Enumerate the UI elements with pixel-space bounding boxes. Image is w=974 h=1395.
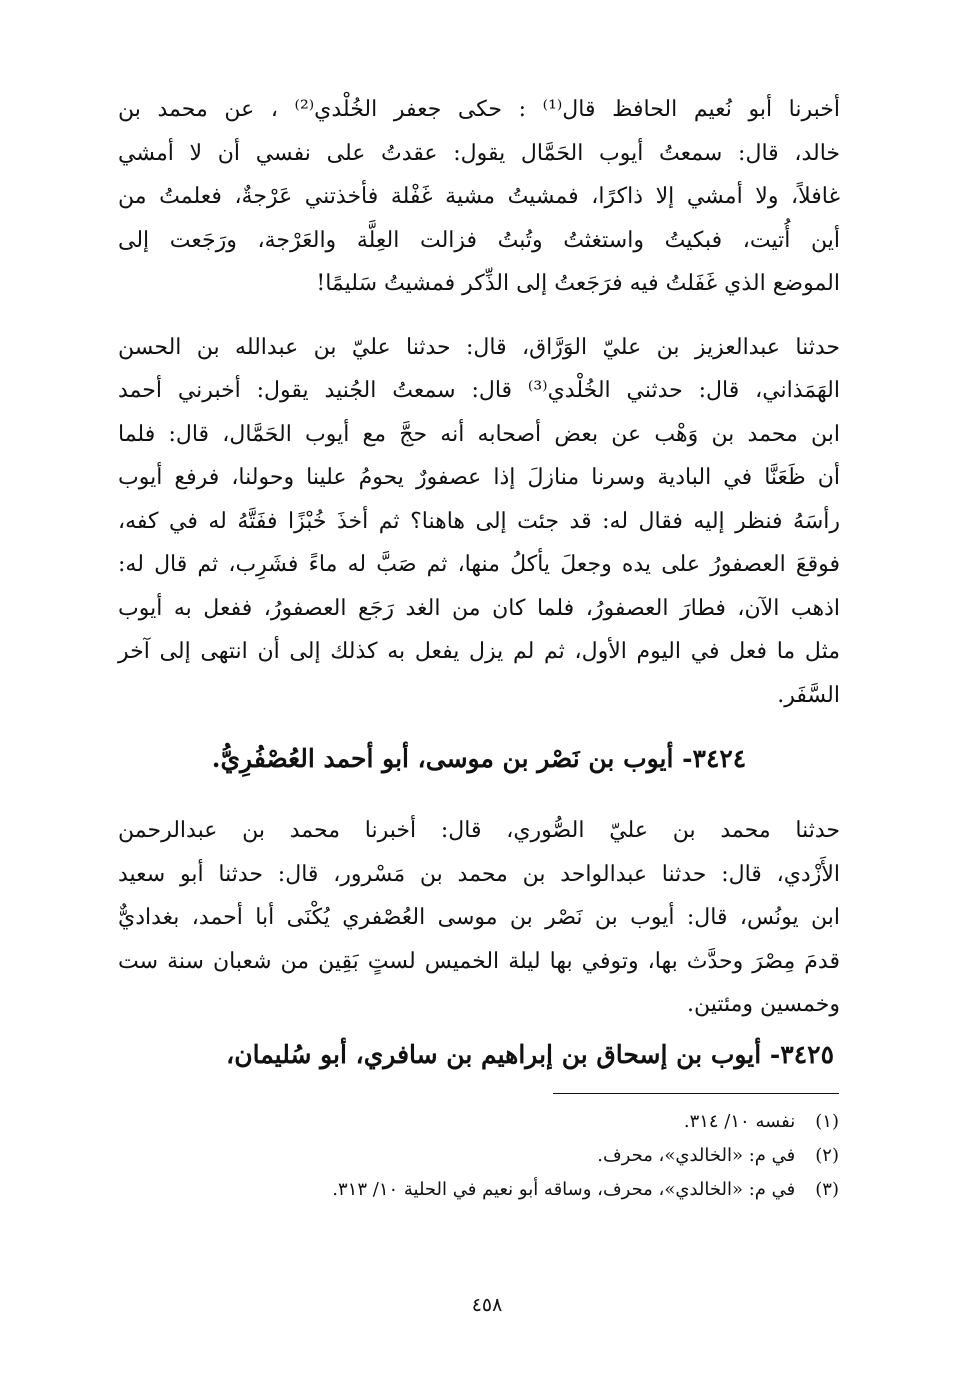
footnote-text: في م: «الخالدي»، محرف، وساقه أبو نعيم في الحلية ١٠/ ٣١٣.	[332, 1179, 796, 1200]
text-line: فوقعَ العصفورُ على يده وجعلَ يأكلُ منها، ثم صَبَّ له ماءً فشَرِب، ثم قال له:	[118, 552, 840, 577]
footnote-number: (٣)	[815, 1179, 839, 1200]
footnote-text: في م: «الخالدي»، محرف.	[597, 1145, 796, 1166]
text-line: وخمسين ومئتين.	[686, 992, 840, 1017]
footnote-divider	[553, 1093, 839, 1094]
text-line: ابن محمد بن وَهْب عن بعض أصحابه أنه حجَّ مع أيوب الحَمَّال، قال: فلما	[118, 421, 840, 447]
text-line: ابن يونُس، قال: أيوب بن نَصْر بن موسى العُصْفري يُكْنَى أبا أحمد، بغداديٌّ	[118, 905, 840, 930]
paragraph-entry-3424	[118, 809, 840, 1027]
text-line: أين أُتيت، فبكيتُ واستغثتُ وتُبتُ فزالت العِلَّة والعَرْجة، ورَجَعت إلى	[118, 227, 840, 253]
footnotes	[239, 1105, 839, 1207]
text-line: خالد، قال: سمعتُ أيوب الحَمَّال يقول: عقدتُ على نفسي أن لا أمشي	[118, 140, 840, 166]
text-line: حدثنا عبدالعزيز بن عليّ الوَرَّاق، قال: حدثنا عليّ بن عبدالله بن الحسن	[118, 334, 840, 360]
text-line: قدمَ مِصْرَ وحدَّث بها، وتوفي بها ليلة الخميس لستٍ بَقِين من شعبان سنة ست	[118, 948, 840, 974]
page-number: ٤٥٨	[471, 1294, 503, 1316]
entry-heading-3424: ٣٤٢٤- أيوب بن نَصْر بن موسى، أبو أحمد العُصْفُرِيُّ.	[211, 744, 747, 773]
text-line: الهَمَذاني، قال: حدثني الخُلْدي⁽³⁾ قال: سمعتُ الجُنيد يقول: أخبرني أحمد	[118, 378, 840, 403]
text-line: مثل ما فعل في اليوم الأول، ثم لم يزل يفعل به كذلك إلى أن انتهى إلى آخر	[118, 639, 840, 664]
paragraph-sparrow-story	[118, 326, 840, 718]
text-line: السَّفَر.	[777, 682, 840, 708]
text-line: الموضع الذي غَفَلتُ فيه فرَجَعتُ إلى الذِّكر فمشيتُ سَليمًا!	[316, 271, 840, 296]
text-line: رأسَهُ فنظر إليه فقال له: قد جئت إلى هاهنا؟ ثم أخذَ خُبْزًا ففَتَّهُ له في كفه،	[118, 508, 840, 534]
footnote-text: نفسه ١٠/ ٣١٤.	[683, 1111, 796, 1132]
paragraph-ayyub-hammal-story	[118, 88, 840, 306]
text-line: غافلاً، ولا أمشي إلا ذاكرًا، فمشيتُ مشية غَفْلة فأخذتني عَرْجةٌ، فعلمتُ من	[118, 184, 840, 209]
entry-heading-3425: ٣٤٢٥- أيوب بن إسحاق بن إبراهيم بن سافري، أبو سُليمان،	[226, 1039, 834, 1069]
text-line: أخبرنا أبو نُعيم الحافظ قال⁽¹⁾ : حكى جعفر الخُلْدي⁽²⁾ ، عن محمد بن	[118, 97, 840, 122]
footnote-3	[239, 1173, 839, 1207]
footnote-number: (١)	[815, 1111, 839, 1132]
footnote-1	[239, 1105, 839, 1139]
page-body	[118, 88, 840, 1079]
text-line: حدثنا محمد بن عليّ الصُّوري، قال: أخبرنا محمد بن عبدالرحمن	[118, 818, 840, 843]
footnote-number: (٢)	[815, 1145, 839, 1166]
text-line: أن ظَعَنَّا في البادية وسرنا منازلَ إذا عصفورٌ يحومُ علينا وحولنا، فرفع أيوب	[118, 465, 840, 490]
text-line: الأَزْدي، قال: حدثنا عبدالواحد بن محمد بن مَسْرور، قال: حدثنا أبو سعيد	[118, 861, 840, 887]
text-line: اذهب الآن، فطارَ العصفورُ، فلما كان من الغد رَجَع العصفورُ، ففعل به أيوب	[118, 595, 840, 621]
footnote-2	[239, 1139, 839, 1173]
